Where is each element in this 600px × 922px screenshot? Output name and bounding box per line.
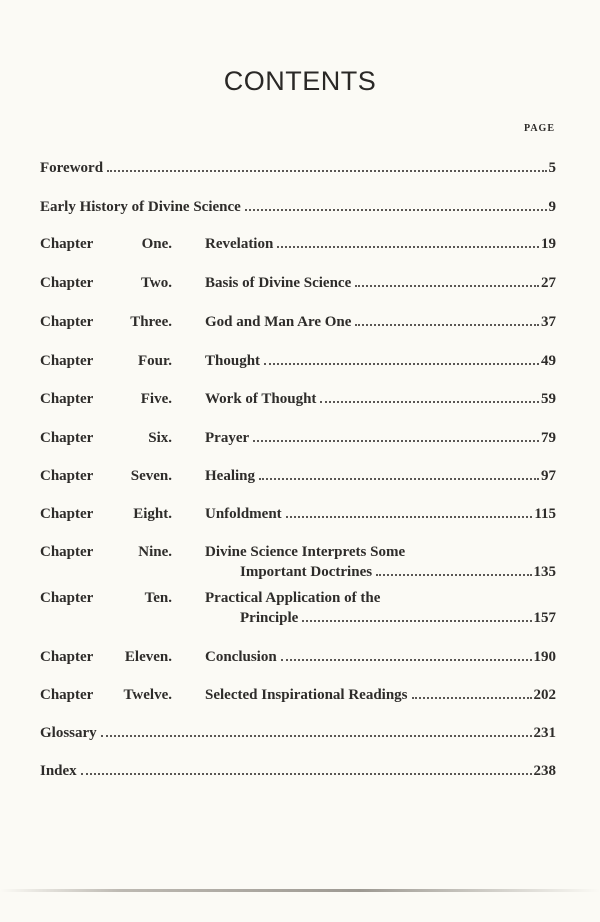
dot-leader	[320, 401, 539, 403]
chapter-label: Chapter	[40, 430, 94, 446]
entry-title: Healing	[205, 468, 256, 484]
entry-title: Important Doctrines	[240, 564, 373, 580]
dot-leader	[107, 170, 546, 172]
entry-title: Index	[40, 763, 77, 779]
chapter-number: Four.	[137, 353, 172, 369]
page-number: 135	[533, 564, 556, 580]
dot-leader	[286, 516, 533, 518]
toc-entry	[40, 389, 556, 409]
toc-entry	[40, 428, 556, 448]
page-number: 157	[533, 610, 556, 626]
page-number: 37	[541, 314, 556, 330]
entry-title: Selected Inspirational Readings	[205, 687, 408, 703]
page-number: 97	[541, 468, 556, 484]
page-number: 27	[541, 275, 556, 291]
chapter-label: Chapter	[40, 544, 94, 560]
chapter-label: Chapter	[40, 275, 94, 291]
toc-entry	[40, 504, 556, 524]
entry-title: Basis of Divine Science	[205, 275, 352, 291]
chapter-label: Chapter	[40, 590, 94, 606]
entry-title: Prayer	[205, 430, 250, 446]
toc-entry	[40, 685, 556, 705]
chapter-label: Chapter	[40, 687, 94, 703]
entry-title: Thought	[205, 353, 261, 369]
toc-entry	[40, 312, 556, 332]
toc-entry	[40, 723, 556, 743]
chapter-label: Chapter	[40, 649, 94, 665]
page-edge-shadow	[0, 889, 600, 892]
page-number: 5	[548, 160, 556, 176]
entry-title: Revelation	[205, 236, 274, 252]
dot-leader	[259, 478, 539, 480]
page-column-heading: PAGE	[523, 123, 555, 134]
page-number: 202	[533, 687, 556, 703]
entry-title: Work of Thought	[205, 391, 317, 407]
chapter-number: Two.	[141, 275, 172, 291]
toc-entry	[40, 197, 556, 217]
entry-title: Unfoldment	[205, 506, 282, 522]
dot-leader	[264, 363, 539, 365]
dot-leader	[355, 324, 539, 326]
chapter-label: Chapter	[40, 353, 94, 369]
toc-entry	[40, 761, 556, 781]
page-title: CONTENTS	[223, 66, 377, 96]
chapter-number: Nine.	[138, 544, 172, 560]
chapter-number: Twelve.	[123, 687, 172, 703]
entry-title: Principle	[240, 610, 299, 626]
toc-entry	[40, 158, 556, 178]
toc-entry	[40, 351, 556, 371]
toc-entry	[40, 542, 556, 580]
entry-title: Early History of Divine Science	[40, 199, 241, 215]
chapter-number: Six.	[148, 430, 172, 446]
chapter-label: Chapter	[40, 391, 94, 407]
page-number: 190	[533, 649, 556, 665]
chapter-number: Seven.	[130, 468, 172, 484]
dot-leader	[81, 773, 532, 775]
chapter-number: Eleven.	[124, 649, 172, 665]
chapter-number: Five.	[140, 391, 172, 407]
page-number: 115	[534, 506, 556, 522]
dot-leader	[245, 209, 547, 211]
chapter-label: Chapter	[40, 236, 94, 252]
entry-title: Conclusion	[205, 649, 277, 665]
toc-entry	[40, 647, 556, 667]
toc-entry	[40, 588, 556, 626]
chapter-label: Chapter	[40, 506, 94, 522]
page-number: 19	[541, 236, 556, 252]
chapter-number: Ten.	[144, 590, 172, 606]
dot-leader	[412, 697, 532, 699]
dot-leader	[302, 620, 531, 622]
entry-title: Foreword	[40, 160, 104, 176]
dot-leader	[376, 574, 531, 576]
page-number: 231	[533, 725, 556, 741]
toc-entry	[40, 466, 556, 486]
page-number: 238	[533, 763, 556, 779]
page-number: 79	[541, 430, 556, 446]
chapter-label: Chapter	[40, 314, 94, 330]
dot-leader	[253, 440, 539, 442]
chapter-number: Eight.	[133, 506, 172, 522]
dot-leader	[355, 285, 539, 287]
chapter-label: Chapter	[40, 468, 94, 484]
entry-title: Glossary	[40, 725, 97, 741]
toc-entry	[40, 234, 556, 254]
entry-title-line1: Divine Science Interprets Some	[205, 544, 406, 560]
entry-title-line1: Practical Application of the	[205, 590, 381, 606]
chapter-number: Three.	[130, 314, 172, 330]
page-number: 49	[541, 353, 556, 369]
dot-leader	[277, 246, 539, 248]
dot-leader	[101, 735, 532, 737]
toc-entry	[40, 273, 556, 293]
entry-title: God and Man Are One	[205, 314, 352, 330]
chapter-number: One.	[141, 236, 172, 252]
page-number: 59	[541, 391, 556, 407]
dot-leader	[281, 659, 532, 661]
page-number: 9	[548, 199, 556, 215]
